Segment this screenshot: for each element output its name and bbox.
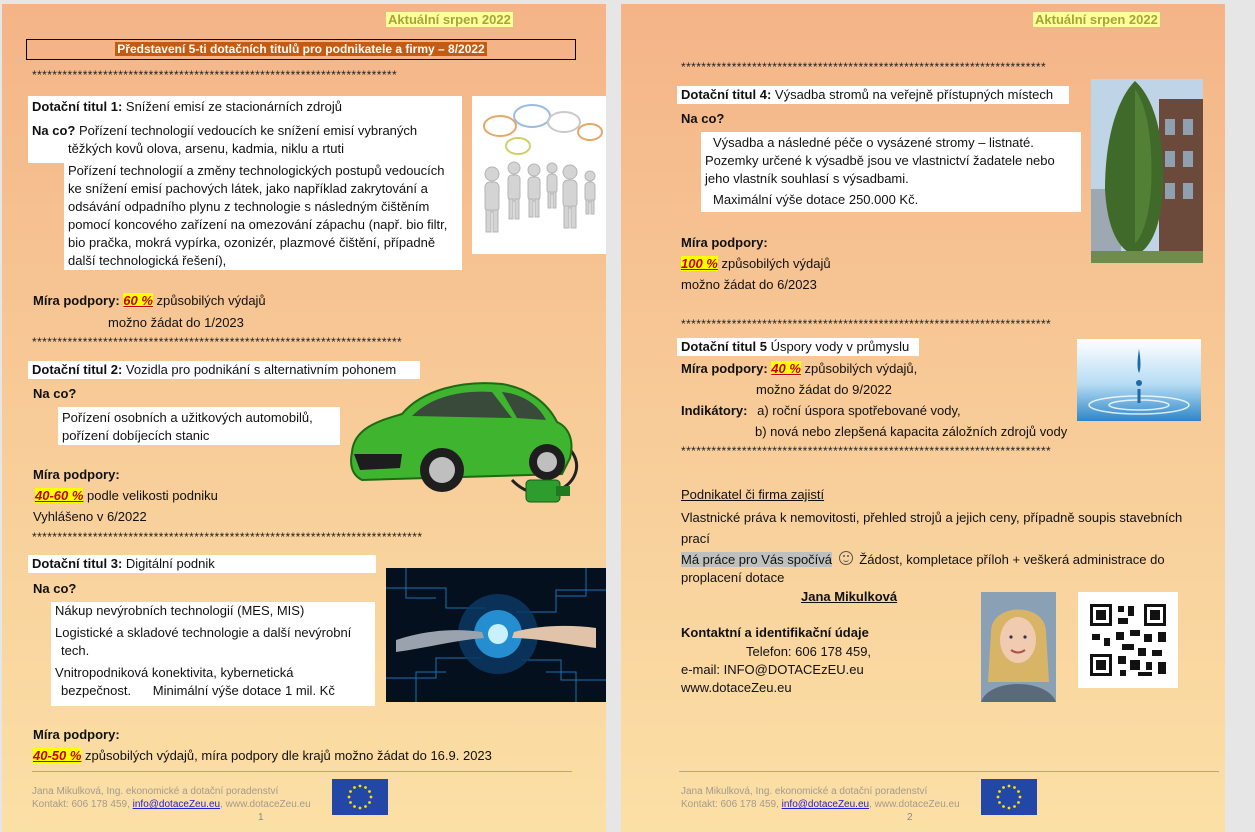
title2-percent-text: podle velikosti podniku (83, 488, 218, 503)
title5-indicator-b: b) nová nebo zlepšená kapacita záložních zdrojů vody (755, 424, 1068, 439)
footer-email-link[interactable]: info@dotaceZeu.eu (781, 799, 870, 810)
footer-line (32, 771, 572, 772)
footer-author: Jana Mikulková, Ing. ekonomické a dotační poradenství (681, 786, 928, 797)
title1-name: Snížení emisí ze stacionárních zdrojů (122, 99, 342, 114)
title4-percent-text: způsobilých výdajů (717, 256, 831, 271)
digital-hands-image (386, 568, 606, 702)
title4-label: Dotační titul 4: (681, 87, 772, 102)
title4-max: Maximální výše dotace 250.000 Kč. (713, 192, 919, 207)
title3-label: Dotační titul 3: (32, 556, 123, 571)
title5-label: Dotační titul 5 (681, 339, 767, 354)
separator: ***************************************************************************** (32, 530, 423, 544)
contact-phone: Telefon: 606 178 459, (746, 644, 872, 659)
title2-mira-label: Míra podpory: (33, 467, 120, 482)
page-number: 2 (907, 812, 913, 823)
title4-naco-label: Na co? (681, 111, 725, 126)
title1-percent-text: způsobilých výdajů (152, 293, 266, 308)
title4-percent: 100 % (681, 256, 718, 271)
title2-block (58, 407, 340, 445)
smiley-icon (839, 551, 853, 565)
title2-percent: 40-60 % (35, 488, 84, 503)
title1-percent: 60 % (123, 293, 153, 308)
title3-item3b: bezpečnost. Minimální výše dotace 1 mil. Kč (61, 683, 335, 698)
title5-name: Úspory vody v průmyslu (766, 339, 910, 354)
water-drop-image (1077, 339, 1201, 421)
firm-section-title: Podnikatel či firma zajistí (681, 487, 825, 502)
contact-web[interactable]: www.dotaceZeu.eu (681, 680, 792, 695)
title3-mira-label: Míra podpory: (33, 727, 120, 742)
title5-percent: 40 % (771, 361, 801, 376)
work-text: Žádost, kompletace příloh + veškerá administrace do proplacení dotace (681, 552, 1165, 585)
separator: ************************************************************************ (32, 68, 398, 82)
title4-block (701, 132, 1081, 212)
footer-web: , www.dotaceZeu.eu (220, 799, 311, 810)
page-2 (621, 4, 1225, 832)
separator: ************************************************************************ (681, 60, 1047, 74)
separator: ************************************************************************* (681, 444, 1052, 458)
tree-image (1091, 79, 1203, 263)
title3-block (51, 602, 375, 706)
footer-web: , www.dotaceZeu.eu (869, 799, 960, 810)
title1-naco-text2: těžkých kovů olova, arsenu, kadmia, niklu a rtuti (68, 141, 345, 156)
separator: ************************************************************************* (32, 335, 403, 349)
title1-deadline: možno žádat do 1/2023 (108, 315, 244, 330)
title5-indicators-label: Indikátory: (681, 403, 748, 418)
contact-title: Kontaktní a identifikační údaje (681, 625, 869, 640)
footer-author: Jana Mikulková, Ing. ekonomické a dotační poradenství (32, 786, 279, 797)
firm-section-text: Vlastnické práva k nemovitosti, přehled strojů a jejich ceny, případně soupis stavebních prací (681, 510, 1183, 546)
title4-deadline: možno žádat do 6/2023 (681, 277, 817, 292)
page-1 (2, 4, 606, 832)
title3-item2b: tech. (61, 643, 90, 658)
contact-email[interactable]: e-mail: INFO@DOTACEzEU.eu (681, 662, 864, 677)
title-box (26, 39, 576, 60)
title5-indicator-a: a) roční úspora spotřebované vody, (757, 403, 961, 418)
title4-block-text: Výsadba a následné péče o vysázené stromy – listnaté. Pozemky určené k výsadbě jsou ve vlastnictví žadatele nebo jeho vlastník souhlasí s výsadbami. (705, 135, 1055, 186)
title5-percent-text: způsobilých výdajů, (800, 361, 918, 376)
people-discussion-image (472, 96, 606, 254)
qr-code[interactable] (1078, 592, 1178, 688)
title3-name: Digitální podnik (122, 556, 215, 571)
title2-name: Vozidla pro podnikání s alternativním pohonem (122, 362, 397, 377)
title5-mira-label: Míra podpory: (681, 361, 768, 376)
title5-deadline: možno žádat do 9/2022 (756, 382, 892, 397)
page-number: 1 (258, 812, 264, 823)
consultant-name: Jana Mikulková (801, 589, 898, 604)
header-badge: Aktuální srpen 2022 (1035, 12, 1158, 27)
footer-contact: Kontakt: 606 178 459, (681, 799, 782, 810)
title3-naco-label: Na co? (33, 581, 77, 596)
work-highlight: Má práce pro Vás spočívá (681, 552, 833, 567)
portrait-photo (981, 592, 1056, 702)
header-badge: Aktuální srpen 2022 (388, 12, 511, 27)
eu-flag-icon (332, 779, 388, 815)
title1-box (28, 96, 462, 163)
title3-item2a: Logistické a skladové technologie a další nevýrobní (55, 625, 352, 640)
title4-name: Výsadba stromů na veřejně přístupných místech (771, 87, 1054, 102)
page-title: Představení 5-ti dotačních titulů pro podnikatele a firmy – 8/2022 (117, 42, 485, 56)
title2-announced: Vyhlášeno v 6/2022 (33, 509, 147, 524)
title1-naco-text: Pořízení technologií vedoucích ke snížení emisí vybraných (75, 123, 418, 138)
title3-percent-text: způsobilých výdajů, míra podpory dle krajů možno žádat do 16.9. 2023 (81, 748, 492, 763)
electric-car-image (342, 362, 604, 520)
title1-label: Dotační titul 1: (32, 99, 123, 114)
title3-item3a: Vnitropodniková konektivita, kybernetická (55, 665, 294, 680)
title2-label: Dotační titul 2: (32, 362, 123, 377)
title4-mira-label: Míra podpory: (681, 235, 768, 250)
separator: ************************************************************************* (681, 317, 1052, 331)
title2-block-line2: pořízení dobíjecích stanic (62, 428, 210, 443)
title3-percent: 40-50 % (33, 748, 82, 763)
footer-line (679, 771, 1219, 772)
title2-block-line1: Pořízení osobních a užitkových automobilů, (62, 410, 313, 425)
qr-code-icon (1078, 592, 1178, 688)
title2-naco-label: Na co? (33, 386, 77, 401)
title3-item1: Nákup nevýrobních technologií (MES, MIS) (55, 603, 305, 618)
title1-block: Pořízení technologií a změny technologických postupů vedoucích ke snížení emisí pachových látek, jako například zakrytování a odsávání odpadního plynu z technologie s následným čištěním pomocí koncového zařízení na omezování zápachu (např. bio filtr, bio pračka, mokrá vypírka, ozonizér, plazmové čištění, případně další technologická řešení), (64, 162, 462, 270)
title1-mira-label: Míra podpory: (33, 293, 120, 308)
footer-email-link[interactable]: info@dotaceZeu.eu (132, 799, 221, 810)
footer-contact: Kontakt: 606 178 459, (32, 799, 133, 810)
eu-flag-icon (981, 779, 1037, 815)
title1-naco-label: Na co? (32, 123, 76, 138)
